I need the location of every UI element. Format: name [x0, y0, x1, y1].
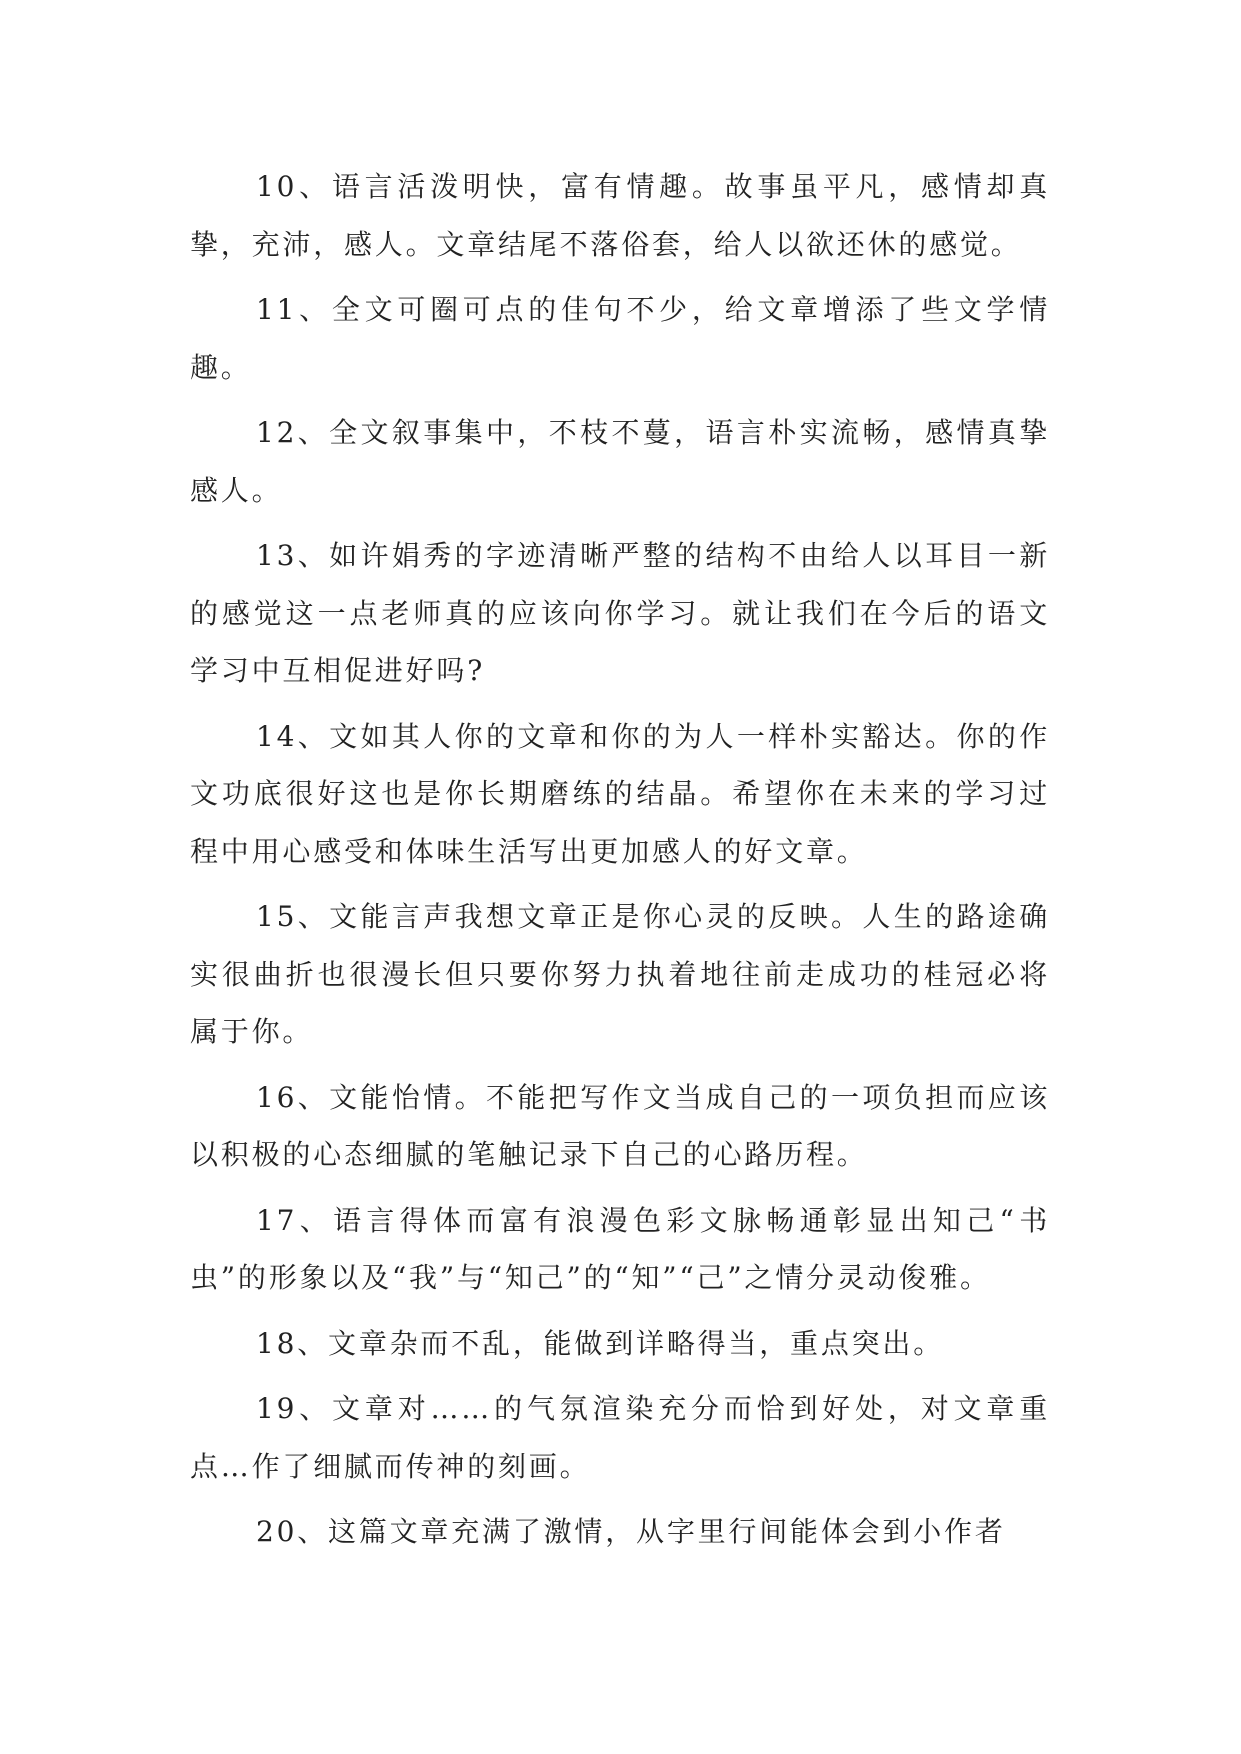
paragraph-12: 12、全文叙事集中，不枝不蔓，语言朴实流畅，感情真挚感人。 — [190, 416, 1050, 507]
paragraph-20: 20、这篇文章充满了激情，从字里行间能体会到小作者 — [256, 1515, 1006, 1548]
paragraph-13: 13、如许娟秀的字迹清晰严整的结构不由给人以耳目一新的感觉这一点老师真的应该向你学习。就让我们在今后的语文学习中互相促进好吗? — [190, 539, 1050, 687]
document-body — [190, 158, 1050, 1569]
paragraph-15: 15、文能言声我想文章正是你心灵的反映。人生的路途确实很曲折也很漫长但只要你努力执着地往前走成功的桂冠必将属于你。 — [190, 900, 1050, 1048]
paragraph-19: 19、文章对……的气氛渲染充分而恰到好处，对文章重点…作了细腻而传神的刻画。 — [190, 1392, 1050, 1483]
paragraph-16: 16、文能怡情。不能把写作文当成自己的一项负担而应该以积极的心态细腻的笔触记录下自己的心路历程。 — [190, 1080, 1050, 1171]
paragraph-11: 11、全文可圈可点的佳句不少，给文章增添了些文学情趣。 — [190, 293, 1050, 384]
paragraph-10: 10、语言活泼明快，富有情趣。故事虽平凡，感情却真挚，充沛，感人。文章结尾不落俗套，给人以欲还休的感觉。 — [190, 170, 1050, 261]
paragraph-14: 14、文如其人你的文章和你的为人一样朴实豁达。你的作文功底很好这也是你长期磨练的结晶。希望你在未来的学习过程中用心感受和体味生活写出更加感人的好文章。 — [190, 719, 1050, 868]
paragraph-17: 17、语言得体而富有浪漫色彩文脉畅通彰显出知己“书虫”的形象以及“我”与“知己”的“知”“己”之情分灵动俊雅。 — [190, 1203, 1050, 1294]
paragraph-18: 18、文章杂而不乱，能做到详略得当，重点突出。 — [256, 1326, 945, 1360]
